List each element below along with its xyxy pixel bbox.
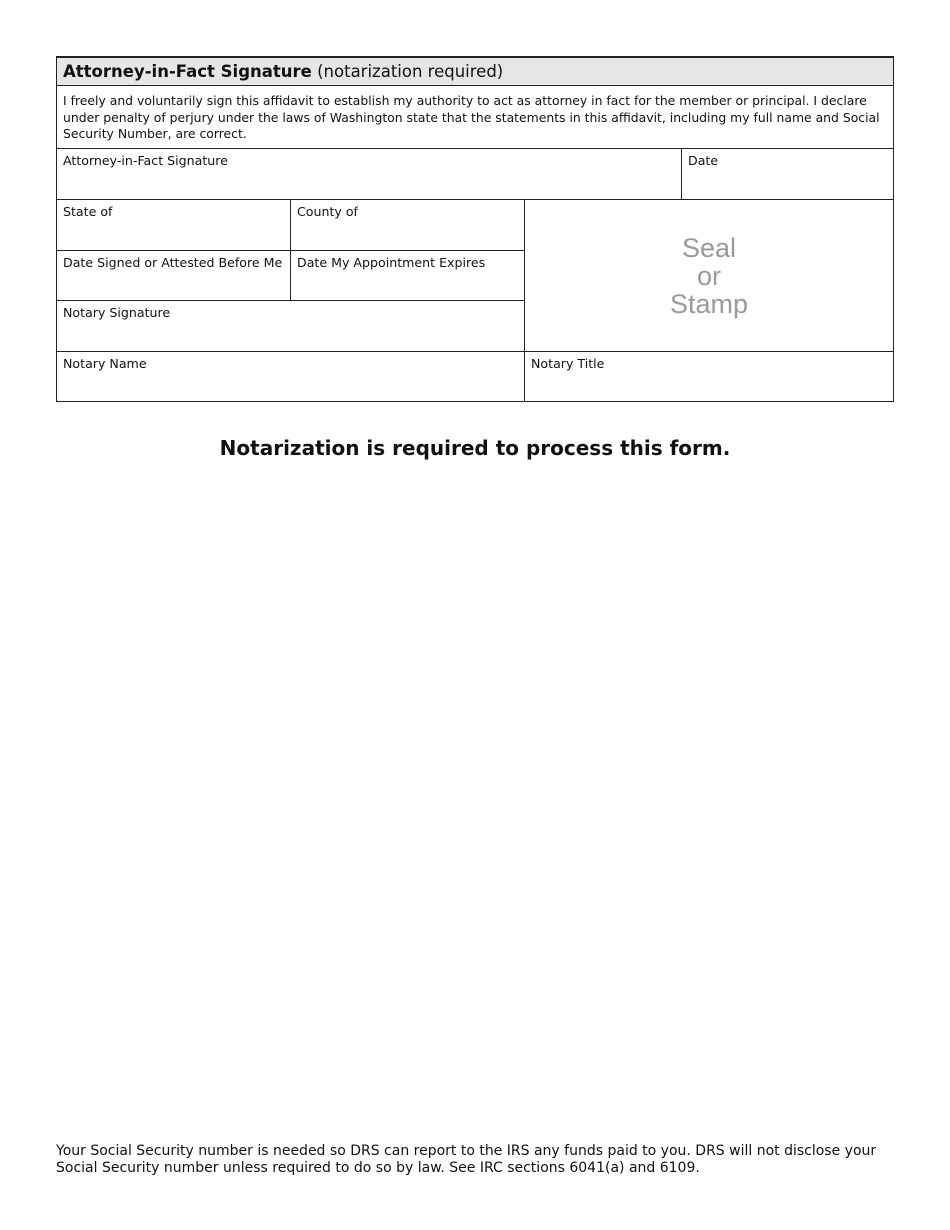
seal-text-line2: or <box>696 260 721 291</box>
notary-name-field[interactable] <box>57 351 525 401</box>
state-of-field[interactable] <box>57 199 291 250</box>
county-of-field[interactable] <box>290 199 525 250</box>
notary-title-label: Notary Title <box>531 356 605 371</box>
appointment-expires-field[interactable] <box>290 250 525 300</box>
seal-text-line3: Stamp <box>669 288 749 319</box>
date-label: Date <box>688 153 719 168</box>
notary-signature-field[interactable] <box>57 300 525 351</box>
seal-text-line1: Seal <box>681 232 737 263</box>
state-of-label: State of <box>63 204 113 219</box>
attorney-signature-field[interactable] <box>57 149 682 199</box>
notary-name-label: Notary Name <box>63 356 147 371</box>
seal-stamp-area <box>524 199 893 351</box>
attorney-signature-form <box>56 56 894 402</box>
date-field[interactable] <box>681 149 893 199</box>
ssn-disclosure-footer: Your Social Security number is needed so DRS can report to the IRS any funds paid to you. DRS will not disclose your Social Security number unless required to do so by law. See IRC sections 6041(a) and 6109. <box>56 1143 877 1176</box>
section-title-note: (notarization required) <box>317 62 504 81</box>
date-signed-field[interactable] <box>57 250 291 300</box>
notary-title-field[interactable] <box>524 351 893 401</box>
affidavit-statement: I freely and voluntarily sign this affidavit to establish my authority to act as attorney in fact for the member or principal. I declare under penalty of perjury under the laws of Washington state that the statements in this affidavit, including my full name and Social Security Number, are correct. <box>56 86 894 149</box>
signature-grid <box>56 149 894 402</box>
county-of-label: County of <box>297 204 358 219</box>
section-header <box>56 58 894 86</box>
attorney-signature-label: Attorney-in-Fact Signature <box>63 153 228 168</box>
notary-signature-label: Notary Signature <box>63 305 171 320</box>
date-signed-label: Date Signed or Attested Before Me <box>63 255 283 270</box>
appointment-expires-label: Date My Appointment Expires <box>297 255 486 270</box>
section-title: Attorney-in-Fact Signature <box>63 62 312 81</box>
notarization-notice: Notarization is required to process this form. <box>219 436 731 460</box>
